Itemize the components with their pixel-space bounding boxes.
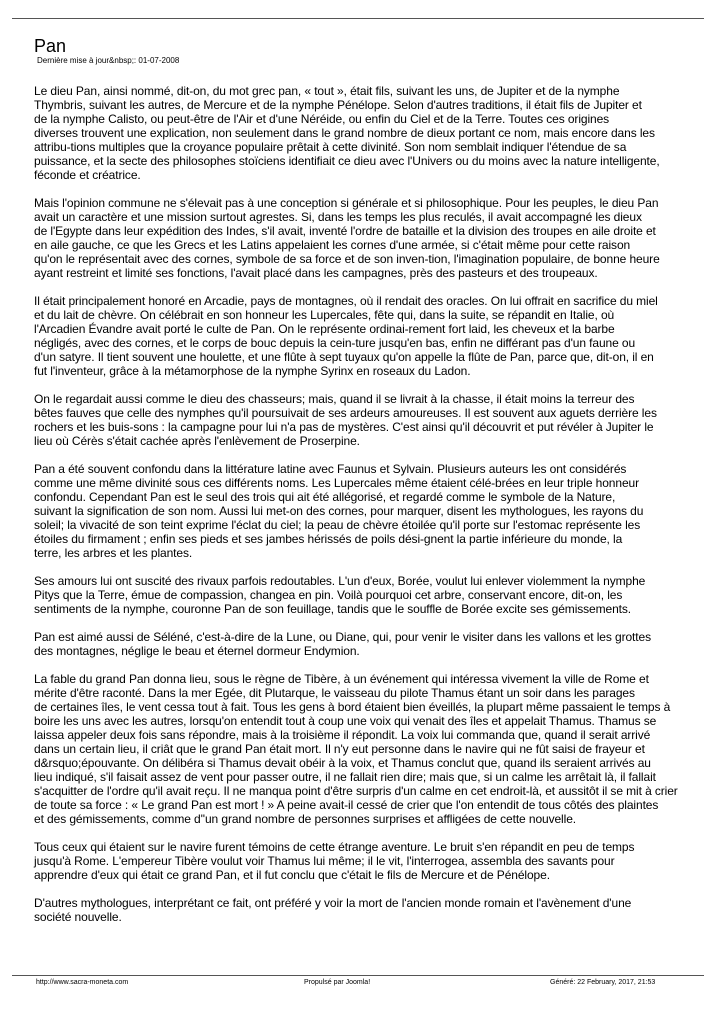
paragraph: On le regardait aussi comme le dieu des chasseurs; mais, quand il se livrait à la chasse, il était moins la terreur des bêtes fauves que celle des nymphes qu'il poursuivait de ses ardeurs amoureuses. Il est souvent aux aguets derrière les rochers et les buis-sons : la campagne pour lui n'a pas de mystères. C'est ainsi qu'il découvrit et put révéler à Jupiter le lieu où Cérès s'était cachée après l'enlèvement de Proserpine. bbox=[34, 392, 657, 448]
paragraph: Pan est aimé aussi de Séléné, c'est-à-dire de la Lune, ou Diane, qui, pour venir le visiter dans les vallons et les grottes des montagnes, néglige le beau et éternel dormeur Endymion. bbox=[34, 630, 652, 658]
footer-generated-date: Généré: 22 February, 2017, 21:53 bbox=[550, 979, 656, 986]
page-title: Pan bbox=[34, 36, 67, 56]
paragraph: Tous ceux qui étaient sur le navire furent témoins de cette étrange aventure. Le bruit s'en répandit en peu de temps jusqu'à Rome. L'empereur Tibère voulut voir Thamus lui même; il le vit, l'interrogea, assembla des savants pour apprendre d'eux qui était ce grand Pan, et il fut conclu que c'était le fils de Mercure et de Pénélope. bbox=[34, 840, 635, 882]
paragraph: Pan a été souvent confondu dans la littérature latine avec Faunus et Sylvain. Plusieurs auteurs les ont considérés comme une même divinité sous ces différents noms. Les Lupercales même étaient célé-brées en leur triple honneur confondu. Cependant Pan est le seul des trois qui ait été allégorisé, et regardé comme le symbole de la Nature, suivant la signification de son nom. Aussi lui met-on des cornes, pour marquer, disent les mythologues, les rayons du soleil; la vivacité de son teint exprime l'éclat du ciel; la peau de chèvre étoilée qu'il porte sur l'estomac représente les étoiles du firmament ; enfin ses pieds et ses jambes hérissés de poils dési-gnent la partie inférieure du monde, la terre, les arbres et les plantes. bbox=[34, 462, 644, 560]
paragraph: D'autres mythologues, interprétant ce fait, ont préféré y voir la mort de l'ancien monde romain et l'avènement d'une société nouvelle. bbox=[34, 896, 632, 924]
paragraph: Il était principalement honoré en Arcadie, pays de montagnes, où il rendait des oracles. On lui offrait en sacrifice du miel et du lait de chèvre. On célébrait en son honneur les Lupercales, fête qui, dans la suite, se répandit en Italie, où l'Arcadien Évandre avait porté le culte de Pan. On le représente ordinai-rement fort laid, les cheveux et la barbe négligés, avec des cornes, et le corps de bouc depuis la cein-ture jusqu'en bas, enfin ne différant pas d'un faune ou d'un satyre. Il tient souvent une houlette, et une flûte à sept tuyaux qu'on appelle la flûte de Pan, parce que, dit-on, il en fut l'inventeur, grâce à la métamorphose de la nymphe Syrinx en roseaux du Ladon. bbox=[34, 294, 658, 378]
footer-powered-by: Propulsé par Joomla! bbox=[304, 979, 371, 986]
paragraph: Ses amours lui ont suscité des rivaux parfois redoutables. L'un d'eux, Borée, voulut lui enlever violemment la nymphe Pitys que la Terre, émue de compassion, changea en pin. Voilà pourquoi cet arbre, conservant encore, dit-on, les sentiments de la nymphe, couronne Pan de son feuillage, tandis que le souffle de Borée excite ses gémissements. bbox=[34, 574, 646, 616]
top-divider bbox=[12, 18, 704, 19]
article-body bbox=[34, 84, 710, 938]
footer-url[interactable]: http://www.sacra-moneta.com bbox=[36, 979, 129, 986]
bottom-divider bbox=[12, 975, 704, 976]
paragraph: Mais l'opinion commune ne s'élevait pas à une conception si générale et si philosophique. Pour les peuples, le dieu Pan avait un caractère et une mission surtout agrestes. Si, dans les temps les plus reculés, il avait accompagné les dieux de l'Egypte dans leur expédition des Indes, s'il avait, inventé l'ordre de bataille et la division des troupes en aile droite et en aile gauche, ce que les Grecs et les Latins appelaient les cornes d'une armée, si c'était même pour cette raison qu'on le représentait avec des cornes, symbole de sa force et de son inven-tion, l'imagination populaire, de bonne heure ayant restreint et limité ses fonctions, l'avait placé dans les campagnes, près des pasteurs et des troupeaux. bbox=[34, 196, 660, 280]
last-updated: Dernière mise à jour&nbsp;: 01-07-2008 bbox=[37, 56, 180, 65]
paragraph: La fable du grand Pan donna lieu, sous le règne de Tibère, à un événement qui intéressa vivement la ville de Rome et mérite d'être raconté. Dans la mer Egée, dit Plutarque, le vaisseau du pilote Thamus étant un soir dans les parages de certaines îles, le vent cessa tout à fait. Tous les gens à bord étaient bien éveillés, la plupart même passaient le temps à boire les uns avec les autres, lorsqu'on entendit tout à coup une voix qui venait des îles et appelait Thamus. Thamus se laissa appeler deux fois sans répondre, mais à la troisième il répondit. La voix lui commanda que, quand il serait arrivé dans un certain lieu, il criât que le grand Pan était mort. Il n'y eut personne dans le navire qui ne fût saisi de frayeur et d&rsquo;épouvante. On délibéra si Thamus devait obéir à la voix, et Thamus conclut que, quand ils seraient arrivés au lieu indiqué, s'il faisait assez de vent pour passer outre, il ne fallait rien dire; mais que, si un calme les arrêtait là, il fallait s'acquitter de l'ordre qu'il avait reçu. Il ne manqua point d'être surpris d'un calme en cet endroit-là, et aussitôt il se mit à crier de toute sa force : « Le grand Pan est mort ! » A peine avait-il cessé de crier que l'on entendit de tous côtés des plaintes et des gémissements, comme d''un grand nombre de personnes surprises et affligées de cette nouvelle. bbox=[34, 672, 678, 826]
paragraph: Le dieu Pan, ainsi nommé, dit-on, du mot grec pan, « tout », était fils, suivant les uns, de Jupiter et de la nymphe Thymbris, suivant les autres, de Mercure et de la nymphe Pénélope. Selon d'autres traditions, il était fils de Jupiter et de la nymphe Calisto, ou peut-être de l'Air et d'une Néréide, ou enfin du Ciel et de la Terre. Toutes ces origines diverses trouvent une explication, non seulement dans le grand nombre de dieux portant ce nom, mais encore dans les attribu-tions multiples que la croyance populaire prêtait à cette divinité. Son nom semblait indiquer l'étendue de sa puissance, et la secte des philosophes stoïciens identifiait ce dieu avec l'Univers ou du moins avec la nature intelligente, féconde et créatrice. bbox=[34, 84, 660, 182]
